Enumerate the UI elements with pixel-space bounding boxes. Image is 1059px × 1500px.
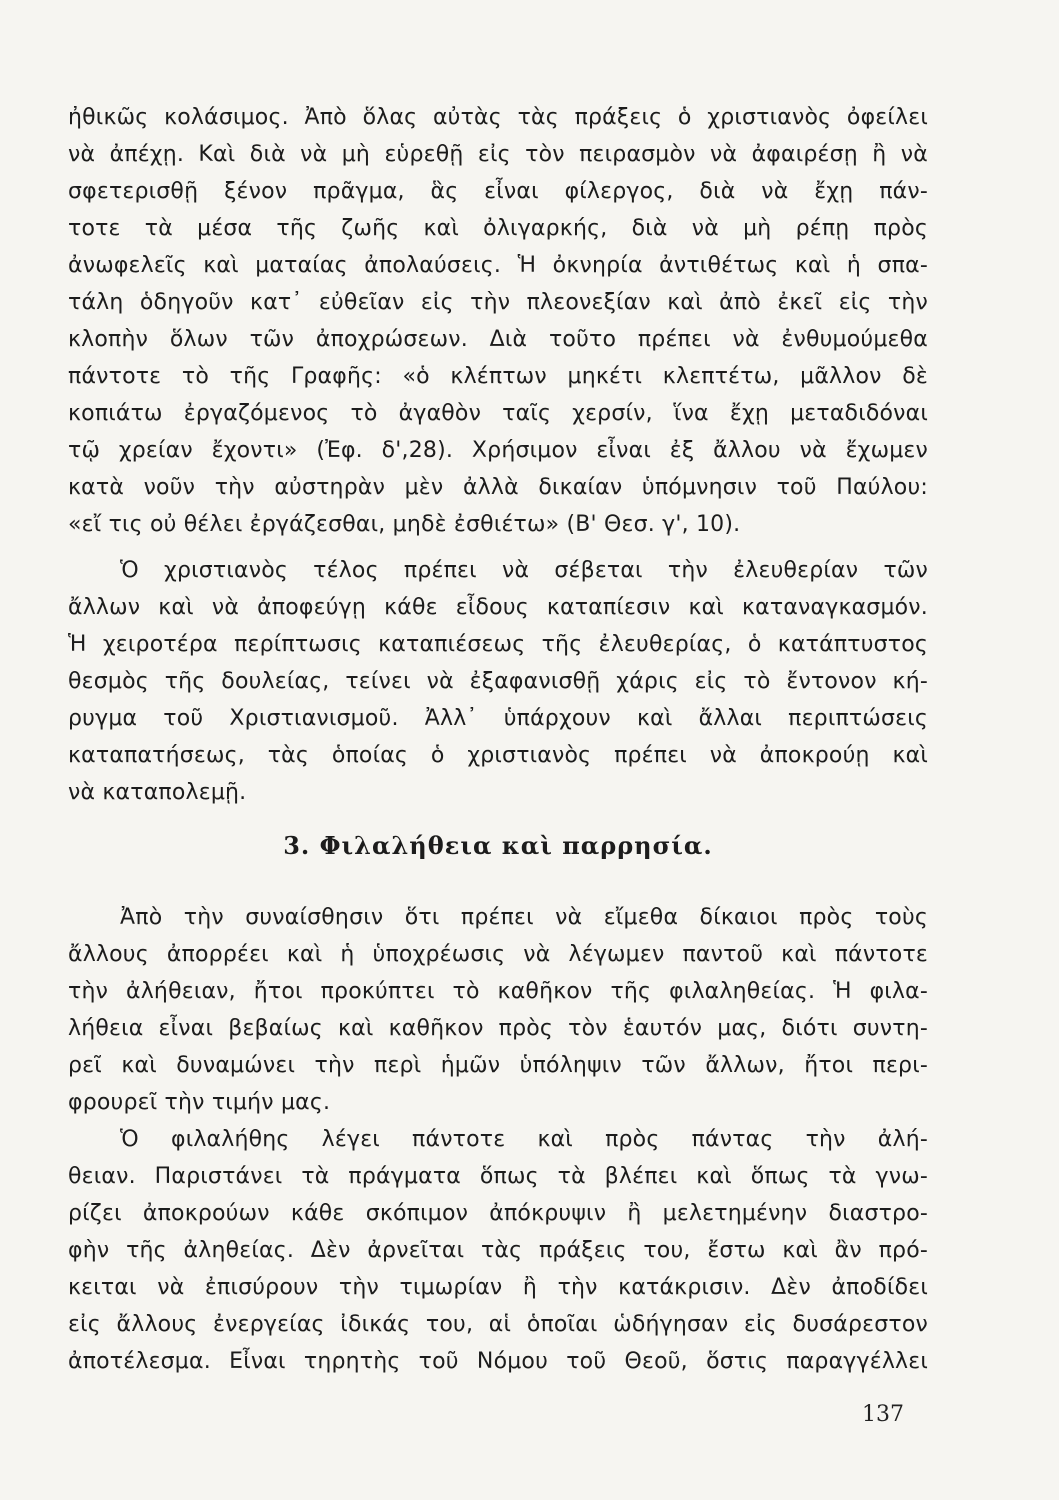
text-line: τὴν ἀλήθειαν, ἤτοι προκύπτει τὸ καθῆκον τῆς φιλαληθείας. Ἡ φιλα- [68, 979, 928, 1004]
text-line: ρυγμα τοῦ Χριστιανισμοῦ. Ἀλλ᾽ ὑπάρχουν καὶ ἄλλαι περιπτώσεις [68, 706, 928, 731]
text-line: ἄλλους ἀπορρέει καὶ ἡ ὑποχρέωσις νὰ λέγωμεν παντοῦ καὶ πάντοτε [68, 942, 928, 967]
text-line: κοπιάτω ἐργαζόμενος τὸ ἀγαθὸν ταῖς χερσίν, ἵνα ἔχῃ μεταδιδόναι [68, 401, 928, 426]
text-line: ἠθικῶς κολάσιμος. Ἀπὸ ὅλας αὐτὰς τὰς πράξεις ὁ χριστιανὸς ὀφείλει [68, 105, 928, 130]
text-line: κειται νὰ ἐπισύρουν τὴν τιμωρίαν ἢ τὴν κατάκρισιν. Δὲν ἀποδίδει [68, 1275, 928, 1300]
section-heading: 3. Φιλαλήθεια καὶ παρρησία. [283, 831, 713, 860]
text-line: Ὁ χριστιανὸς τέλος πρέπει νὰ σέβεται τὴν ἐλευθερίαν τῶν [120, 558, 928, 583]
page-number: 137 [862, 1402, 904, 1427]
text-line: νὰ καταπολεμῇ. [68, 780, 247, 805]
text-line: θειαν. Παριστάνει τὰ πράγματα ὅπως τὰ βλέπει καὶ ὅπως τὰ γνω- [68, 1164, 928, 1189]
text-line: ρίζει ἀποκρούων κάθε σκόπιμον ἀπόκρυψιν ἢ μελετημένην διαστρο- [68, 1201, 928, 1226]
text-line: «εἴ τις οὐ θέλει ἐργάζεσθαι, μηδὲ ἐσθιέτω» (Β' Θεσ. γ', 10). [68, 512, 741, 537]
text-line: τοτε τὰ μέσα τῆς ζωῆς καὶ ὀλιγαρκής, διὰ νὰ μὴ ρέπῃ πρὸς [68, 216, 928, 241]
text-line: ἄλλων καὶ νὰ ἀποφεύγῃ κάθε εἶδους καταπίεσιν καὶ καταναγκασμόν. [68, 595, 928, 620]
text-line: Ἀπὸ τὴν συναίσθησιν ὅτι πρέπει νὰ εἴμεθα δίκαιοι πρὸς τοὺς [120, 905, 928, 930]
text-line: πάντοτε τὸ τῆς Γραφῆς: «ὁ κλέπτων μηκέτι κλεπτέτω, μᾶλλον δὲ [68, 364, 928, 389]
text-line: ἀποτέλεσμα. Εἶναι τηρητὴς τοῦ Νόμου τοῦ Θεοῦ, ὅστις παραγγέλλει [68, 1349, 928, 1374]
text-line: θεσμὸς τῆς δουλείας, τείνει νὰ ἐξαφανισθῇ χάρις εἰς τὸ ἔντονον κή- [68, 669, 928, 694]
text-line: ἀνωφελεῖς καὶ ματαίας ἀπολαύσεις. Ἡ ὀκνηρία ἀντιθέτως καὶ ἡ σπα- [68, 253, 928, 278]
text-line: τῷ χρείαν ἔχοντι» (Ἐφ. δ',28). Χρήσιμον εἶναι ἐξ ἄλλου νὰ ἔχωμεν [68, 438, 928, 463]
text-line: ρεῖ καὶ δυναμώνει τὴν περὶ ἡμῶν ὑπόληψιν τῶν ἄλλων, ἤτοι περι- [68, 1053, 928, 1078]
text-line: εἰς ἄλλους ἐνεργείας ἰδικάς του, αἱ ὁποῖαι ὡδήγησαν εἰς δυσάρεστον [68, 1312, 928, 1337]
text-line: φὴν τῆς ἀληθείας. Δὲν ἀρνεῖται τὰς πράξεις του, ἔστω καὶ ἂν πρό- [68, 1238, 928, 1263]
text-line: καταπατήσεως, τὰς ὁποίας ὁ χριστιανὸς πρέπει νὰ ἀποκρούῃ καὶ [68, 743, 928, 768]
text-line: κατὰ νοῦν τὴν αὐστηρὰν μὲν ἀλλὰ δικαίαν ὑπόμνησιν τοῦ Παύλου: [68, 475, 928, 500]
text-line: τάλη ὁδηγοῦν κατ᾽ εὐθεῖαν εἰς τὴν πλεονεξίαν καὶ ἀπὸ ἐκεῖ εἰς τὴν [68, 290, 928, 315]
text-line: κλοπὴν ὅλων τῶν ἀποχρώσεων. Διὰ τοῦτο πρέπει νὰ ἐνθυμούμεθα [68, 327, 928, 352]
text-line: Ἡ χειροτέρα περίπτωσις καταπιέσεως τῆς ἐλευθερίας, ὁ κατάπτυστος [68, 632, 928, 657]
text-line: σφετερισθῇ ξένον πρᾶγμα, ἃς εἶναι φίλεργος, διὰ νὰ ἔχῃ πάν- [68, 179, 928, 204]
text-line: Ὁ φιλαλήθης λέγει πάντοτε καὶ πρὸς πάντας τὴν ἀλή- [120, 1127, 928, 1152]
text-line: φρουρεῖ τὴν τιμήν μας. [68, 1090, 331, 1115]
text-line: νὰ ἀπέχῃ. Καὶ διὰ νὰ μὴ εὑρεθῇ εἰς τὸν πειρασμὸν νὰ ἀφαιρέσῃ ἢ νὰ [68, 142, 928, 167]
text-line: λήθεια εἶναι βεβαίως καὶ καθῆκον πρὸς τὸν ἑαυτόν μας, διότι συντη- [68, 1016, 928, 1041]
